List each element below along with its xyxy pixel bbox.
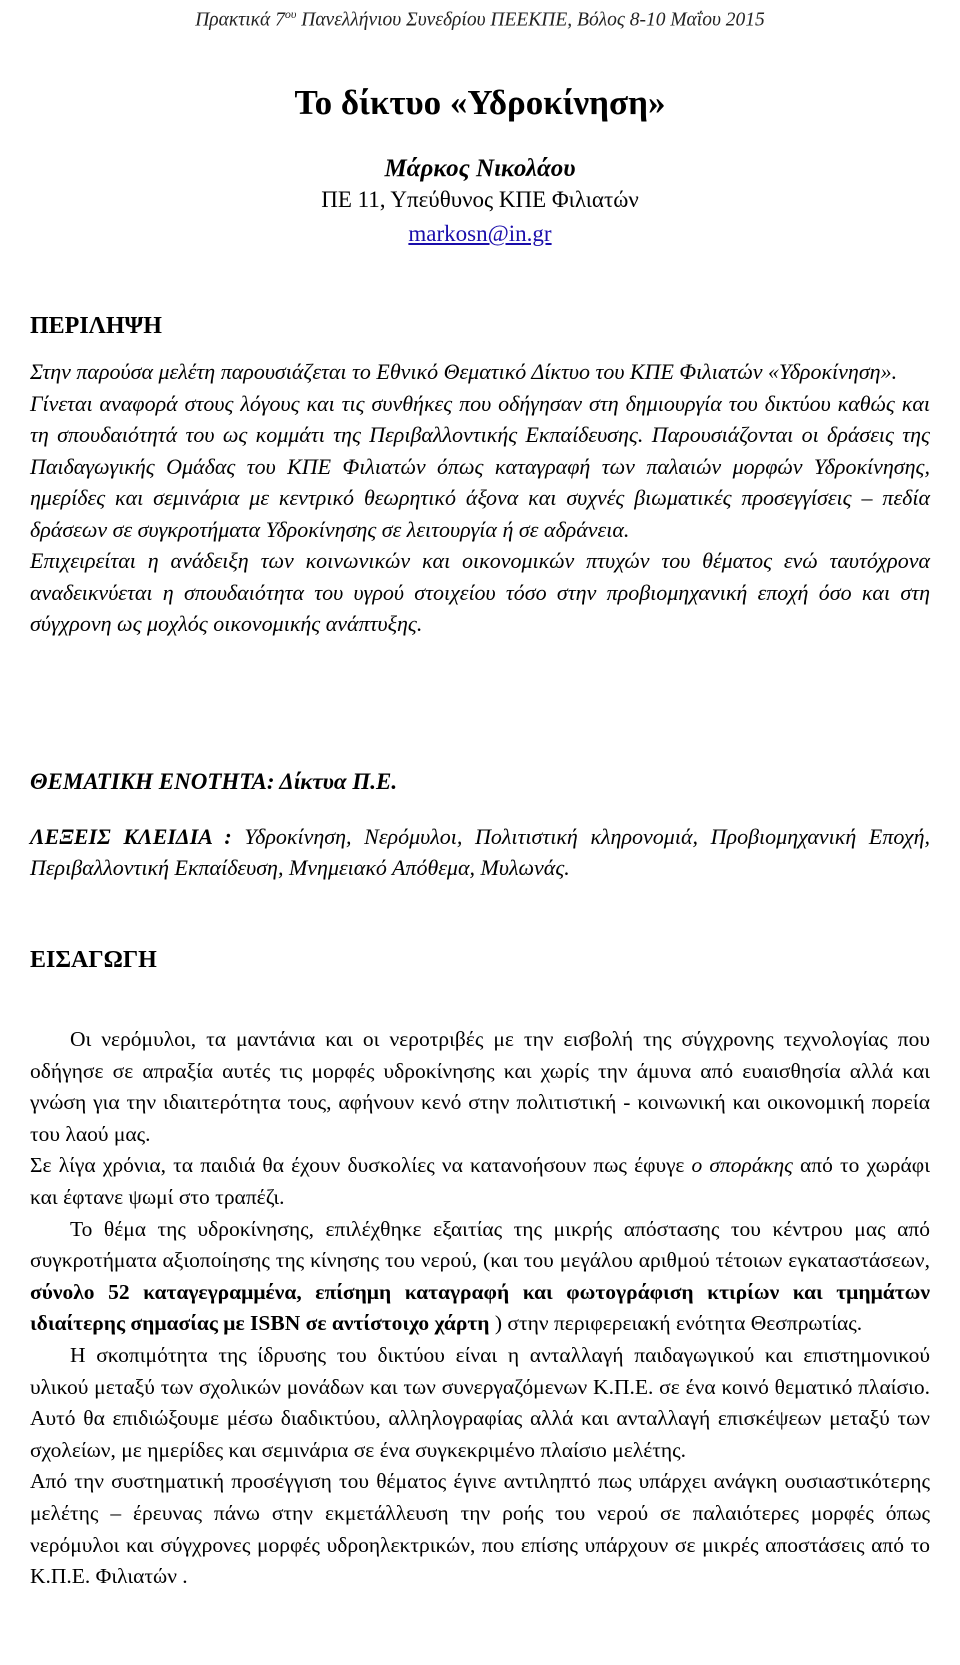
abstract-paragraph: Στην παρούσα μελέτη παρουσιάζεται το Εθνικό Θεματικό Δίκτυο του ΚΠΕ Φιλιατών «Υδροκίνηση». bbox=[30, 359, 898, 384]
abstract-heading: ΠΕΡΙΛΗΨΗ bbox=[30, 313, 162, 339]
running-header bbox=[0, 2, 960, 33]
keywords-label: ΛΕΞΕΙΣ ΚΛΕΙΔΙΑ : bbox=[30, 824, 232, 849]
intro-paragraph bbox=[30, 1150, 930, 1213]
intro-paragraph: Από την συστηματική προσέγγιση του θέματος έγινε αντιληπτό πως υπάρχει ανάγκη ουσιαστικότερης μελέτης – έρευνας πάνω στην εκμετάλλευση την ροής του νερού σε παλαιότερες μορφές όπως νερόμυλοι και σύγχρονες μορφές υδροηλεκτρικών, που επίσης υπάρχουν σε μικρές αποστάσεις από το Κ.Π.Ε. Φιλιατών . bbox=[30, 1469, 930, 1589]
intro-bold-text: σύνολο 52 καταγεγραμμένα, επίσημη καταγραφή και φωτογράφιση κτιρίων και τμημάτων ιδιαίτερης σημασίας με ISBN σε αντίστοιχο χάρτη bbox=[30, 1279, 930, 1336]
thematic-unit: ΘΕΜΑΤΙΚΗ ΕΝΟΤΗΤΑ: Δίκτυα Π.Ε. bbox=[30, 769, 398, 794]
keywords bbox=[30, 821, 930, 883]
intro-paragraph bbox=[30, 1214, 930, 1340]
abstract-body bbox=[30, 356, 930, 640]
intro-paragraph: Η σκοπιμότητα της ίδρυσης του δικτύου είναι η ανταλλαγή παιδαγωγικού και επιστημονικού υλικού μεταξύ των σχολικών μονάδων και των συνεργαζόμενων Κ.Π.Ε. σε ένα κοινό θεματικό πλαίσιο. Αυτό θα επιδιώξουμε μέσω διαδικτύου, αλληλογραφίας αλλά και ανταλλαγή επισκέψεων μεταξύ των σχολείων, με ημερίδες και σεμινάρια σε ένα συγκεκριμένο πλαίσιο μελέτης. bbox=[30, 1342, 930, 1462]
running-header-prefix: Πρακτικά 7 bbox=[195, 9, 285, 31]
intro-text: Το θέμα της υδροκίνησης, επιλέχθηκε εξαιτίας της μικρής απόστασης του κέντρου μας από συγκροτήματα αξιοποίησης της κίνησης του νερού, (και του μεγάλου αριθμού τέτοιων εγκαταστάσεων, bbox=[30, 1216, 930, 1273]
abstract-paragraph: Γίνεται αναφορά στους λόγους και τις συνθήκες που οδήγησαν στη δημιουργία του δικτύου καθώς και τη σπουδαιότητά του ως κομμάτι της Περιβαλλοντικής Εκπαίδευσης. Παρουσιάζονται οι δράσεις της Παιδαγωγικής Ομάδας του ΚΠΕ Φιλιατών όπως καταγραφή των παλαιών μορφών Υδροκίνησης, ημερίδες και σεμινάρια με κεντρικό θεωρητικό άξονα και συχνές βιωματικές προσεγγίσεις – πεδία δράσεων σε συγκροτήματα Υδροκίνησης σε λειτουργία ή σε αδράνεια. bbox=[30, 390, 930, 542]
keywords-text: Υδροκίνηση, Νερόμυλοι, Πολιτιστική κληρονομιά, Προβιομηχανική Εποχή, Περιβαλλοντική Εκπαίδευση, Μνημειακό Απόθεμα, Μυλωνάς. bbox=[30, 824, 930, 880]
abstract-paragraph: Επιχειρείται η ανάδειξη των κοινωνικών και οικονομικών πτυχών του θέματος ενώ ταυτόχρονα αναδεικνύεται η σπουδαιότητα του υγρού στοιχείου τόσο στην προβιομηχανική εποχή όσο και στη σύγχρονη ως μοχλός οικονομικής ανάπτυξης. bbox=[30, 548, 930, 636]
intro-paragraph: Οι νερόμυλοι, τα μαντάνια και οι νεροτριβές με την εισβολή της σύγχρονης τεχνολογίας που οδήγησε σε απραξία αυτές τις μορφές υδροκίνησης και χωρίς την άμυνα από ευαισθησία αλλά και γνώση για την ιδιαιτερότητα τους, αφήνουν κενό στην πολιτιστική - κοινωνική και οικονομική πορεία του λαού μας. bbox=[30, 1027, 930, 1146]
introduction-heading: ΕΙΣΑΓΩΓΗ bbox=[30, 947, 157, 973]
author-name: Μάρκος Νικολάου bbox=[384, 155, 576, 182]
intro-text: ) στην περιφερειακή ενότητα Θεσπρωτίας. bbox=[489, 1311, 863, 1336]
intro-text: Σε λίγα χρόνια, τα παιδιά θα έχουν δυσκολίες να κατανοήσουν πως έφυγε bbox=[30, 1153, 692, 1178]
intro-text: από το χωράφι και έφτανε ψωμί στο τραπέζι. bbox=[30, 1153, 930, 1209]
author-email-link[interactable]: markosn@in.gr bbox=[408, 221, 552, 246]
author-affiliation: ΠΕ 11, Υπεύθυνος ΚΠΕ Φιλιατών bbox=[321, 187, 639, 212]
running-header-suffix: Πανελλήνιου Συνεδρίου ΠΕΕΚΠΕ, Βόλος 8-10 Μαΐου 2015 bbox=[296, 9, 765, 31]
intro-italic-text: ο σποράκης bbox=[691, 1153, 793, 1178]
paper-title: Το δίκτυο «Υδροκίνηση» bbox=[294, 83, 666, 122]
introduction-body bbox=[30, 1024, 930, 1593]
running-header-sup: ου bbox=[284, 7, 297, 21]
